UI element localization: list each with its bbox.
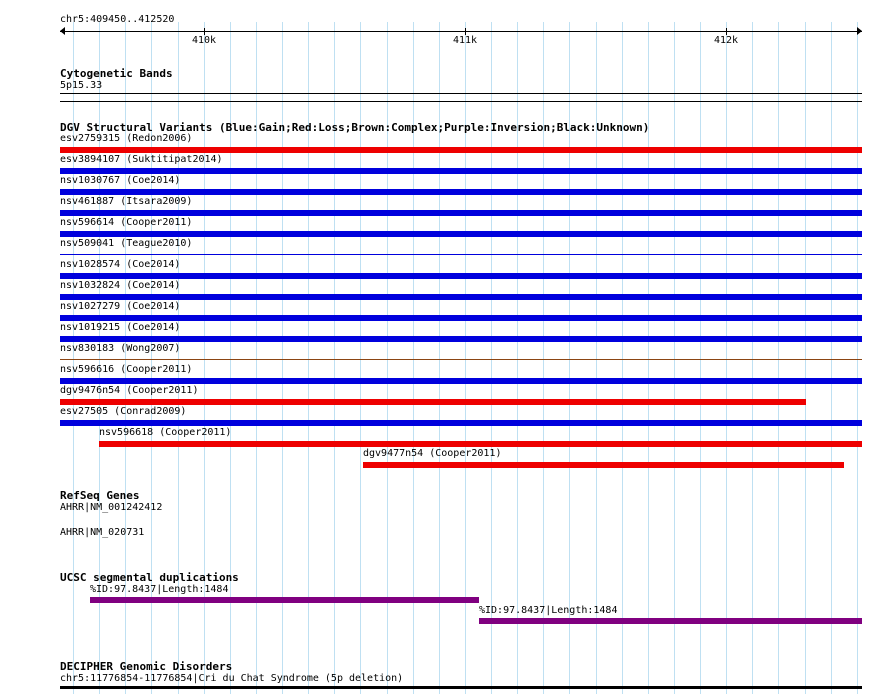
coordinate-ruler[interactable] xyxy=(60,26,862,46)
dgv-variant-bar[interactable] xyxy=(60,210,862,216)
gene-model[interactable] xyxy=(0,535,890,549)
dgv-variant-label[interactable]: nsv461887 (Itsara2009) xyxy=(60,196,193,207)
dgv-variant-bar[interactable] xyxy=(60,231,862,237)
dgv-variant-label[interactable]: nsv1030767 (Coe2014) xyxy=(60,175,181,186)
dgv-variant-label[interactable]: nsv1027279 (Coe2014) xyxy=(60,301,181,312)
grid-line xyxy=(857,22,858,694)
ruler-tick-label: 411k xyxy=(452,35,478,46)
gene-label[interactable]: AHRR|NM_020731 xyxy=(60,527,145,538)
cytoband-label[interactable]: 5p15.33 xyxy=(60,80,103,91)
dgv-variant-label[interactable]: nsv509041 (Teague2010) xyxy=(60,238,193,249)
dgv-variant-label[interactable]: esv3894107 (Suktitipat2014) xyxy=(60,154,223,165)
dgv-variant-label[interactable]: nsv1028574 (Coe2014) xyxy=(60,259,181,270)
ruler-tick xyxy=(465,28,466,35)
segdup-label[interactable]: %ID:97.8437|Length:1484 xyxy=(90,584,229,595)
region-label: chr5:409450..412520 xyxy=(60,14,175,25)
dgv-variant-bar[interactable] xyxy=(60,315,862,321)
dgv-variant-bar[interactable] xyxy=(60,254,862,255)
dgv-variant-bar[interactable] xyxy=(60,336,862,342)
refseq-track-title[interactable]: RefSeq Genes xyxy=(60,489,140,502)
dgv-variant-bar[interactable] xyxy=(99,441,862,447)
gene-label[interactable]: AHRR|NM_001242412 xyxy=(60,502,163,513)
dgv-variant-label[interactable]: esv27505 (Conrad2009) xyxy=(60,406,187,417)
scroll-left-arrow-icon[interactable] xyxy=(60,27,65,35)
dgv-variant-label[interactable]: nsv596616 (Cooper2011) xyxy=(60,364,193,375)
dgv-variant-label[interactable]: nsv830183 (Wong2007) xyxy=(60,343,181,354)
segdup-track-title[interactable]: UCSC segmental duplications xyxy=(60,571,239,584)
dgv-variant-label[interactable]: nsv1032824 (Coe2014) xyxy=(60,280,181,291)
grid-line xyxy=(778,22,779,694)
decipher-track-title[interactable]: DECIPHER Genomic Disorders xyxy=(60,660,233,673)
dgv-variant-bar[interactable] xyxy=(363,462,844,468)
ruler-line xyxy=(60,31,862,32)
dgv-variant-bar[interactable] xyxy=(60,378,862,384)
ruler-tick-label: 410k xyxy=(191,35,217,46)
dgv-variant-bar[interactable] xyxy=(60,168,862,174)
grid-line xyxy=(726,22,727,694)
scroll-right-arrow-icon[interactable] xyxy=(857,27,862,35)
ruler-tick-label: 412k xyxy=(713,35,739,46)
dgv-variant-label[interactable]: nsv596618 (Cooper2011) xyxy=(99,427,232,438)
grid-line xyxy=(700,22,701,694)
segdup-bar[interactable] xyxy=(90,597,479,603)
ruler-tick xyxy=(204,28,205,35)
dgv-variant-bar[interactable] xyxy=(60,189,862,195)
dgv-variant-label[interactable]: nsv1019215 (Coe2014) xyxy=(60,322,181,333)
dgv-variant-bar[interactable] xyxy=(60,359,862,360)
dgv-variant-bar[interactable] xyxy=(60,294,862,300)
segdup-bar[interactable] xyxy=(479,618,862,624)
gene-model[interactable] xyxy=(0,510,890,524)
dgv-variant-label[interactable]: esv2759315 (Redon2006) xyxy=(60,133,193,144)
dgv-variant-label[interactable]: dgv9477n54 (Cooper2011) xyxy=(363,448,502,459)
dgv-variant-bar[interactable] xyxy=(60,147,862,153)
grid-line xyxy=(805,22,806,694)
segdup-label[interactable]: %ID:97.8437|Length:1484 xyxy=(479,605,618,616)
cytoband-track-title[interactable]: Cytogenetic Bands xyxy=(60,67,173,80)
grid-line xyxy=(674,22,675,694)
dgv-variant-label[interactable]: dgv9476n54 (Cooper2011) xyxy=(60,385,199,396)
dgv-track-title[interactable]: DGV Structural Variants (Blue:Gain;Red:Loss;Brown:Complex;Purple:Inversion;Black:Unknown) xyxy=(60,121,650,134)
grid-line xyxy=(752,22,753,694)
dgv-variant-bar[interactable] xyxy=(60,399,806,405)
cytoband-bar-top xyxy=(60,93,862,94)
decipher-feature-bar[interactable] xyxy=(60,686,862,689)
cytoband-bar-bottom xyxy=(60,101,862,102)
dgv-variant-bar[interactable] xyxy=(60,420,862,426)
dgv-variant-label[interactable]: nsv596614 (Cooper2011) xyxy=(60,217,193,228)
ruler-tick xyxy=(726,28,727,35)
dgv-variant-bar[interactable] xyxy=(60,273,862,279)
grid-line xyxy=(831,22,832,694)
decipher-feature-label[interactable]: chr5:11776854-11776854|Cri du Chat Syndrome (5p deletion) xyxy=(60,673,404,684)
